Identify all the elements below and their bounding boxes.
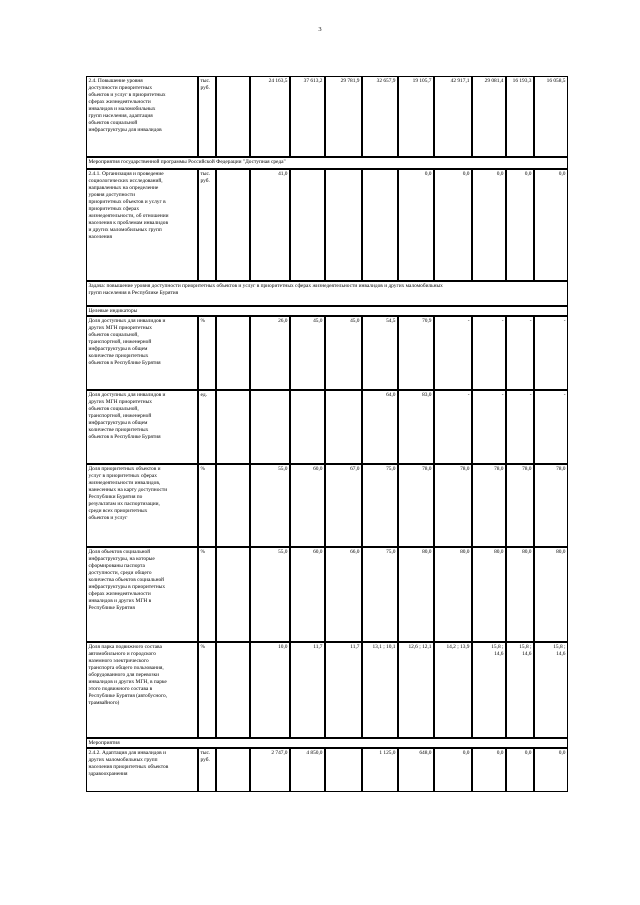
value-cell: 67,0 <box>325 464 362 547</box>
empty-cell <box>216 316 250 390</box>
unit-cell: тыс. руб. <box>198 76 216 157</box>
value-cell: 37 613,2 <box>290 76 325 157</box>
empty-cell <box>216 464 250 547</box>
value-cell: - <box>472 316 506 390</box>
value-cell: 80,0 <box>434 547 472 642</box>
value-cell: 29 081,4 <box>472 76 506 157</box>
value-cell <box>290 169 325 281</box>
value-cell: 80,0 <box>398 547 434 642</box>
value-cell: 75,0 <box>362 464 398 547</box>
section-task: Задача: повышение уровня доступности приоритетных объектов и услуг в приоритетных сферах жизнедеятельности инвалидов и других маломобильных групп населения в Республике Бурятия <box>86 281 568 306</box>
value-cell: 41,0 <box>250 169 290 281</box>
empty-cell <box>216 547 250 642</box>
value-cell: 0,0 <box>434 748 472 792</box>
value-cell <box>325 169 362 281</box>
value-cell: 4 850,0 <box>290 748 325 792</box>
value-cell: 0,0 <box>472 748 506 792</box>
value-cell: 42 917,1 <box>434 76 472 157</box>
row-label-i2: Доля доступных для инвалидов и других МГН приоритетных объектов социальной, транспортной, инженерной инфраструктуры в общем количестве приоритетных объектов в Республике Бурятия <box>86 390 198 464</box>
value-cell: 15,8 ; 14,6 <box>472 642 506 738</box>
value-cell: 83,0 <box>398 390 434 464</box>
section-sec-indicators: Целевые индикаторы <box>86 306 568 316</box>
value-cell: 0,0 <box>434 169 472 281</box>
value-cell: 26,0 <box>250 316 290 390</box>
value-cell: 70,9 <box>398 316 434 390</box>
value-cell: 0,0 <box>398 169 434 281</box>
value-cell: 16 193,3 <box>506 76 534 157</box>
section-sec-measures: Мероприятия <box>86 738 568 748</box>
value-cell <box>325 390 362 464</box>
empty-cell <box>216 169 250 281</box>
unit-cell: тыс. руб. <box>198 748 216 792</box>
row-label-i3: Доля приоритетных объектов и услуг в приоритетных сферах жизнедеятельности инвалидов, нанесенных на карту доступности Республики Бурятия по результатам их паспортизации, среди всех приоритетных объектов и услуг <box>86 464 198 547</box>
unit-cell: % <box>198 547 216 642</box>
value-cell <box>250 390 290 464</box>
value-cell: 78,0 <box>534 464 568 547</box>
empty-cell <box>216 642 250 738</box>
value-cell: 16 058,5 <box>534 76 568 157</box>
value-cell: 80,0 <box>506 547 534 642</box>
row-label-r241: 2.4.1. Организация и проведение социологических исследований, направленных на определение уровня доступности приоритетных объектов и услуг в приоритетных сферах жизнедеятельности, об отношении населения к проблемам инвалидов и других маломобильных групп населения <box>86 169 198 281</box>
row-label-r242: 2.4.2. Адаптация для инвалидов и других маломобильных групп населения приоритетных объектов здравоохранения <box>86 748 198 792</box>
value-cell: 32 657,9 <box>362 76 398 157</box>
value-cell: 24 163,5 <box>250 76 290 157</box>
value-cell: 60,0 <box>290 464 325 547</box>
value-cell: - <box>534 390 568 464</box>
value-cell <box>362 169 398 281</box>
value-cell <box>325 748 362 792</box>
empty-cell <box>216 748 250 792</box>
value-cell: 10,0 <box>250 642 290 738</box>
unit-cell: % <box>198 464 216 547</box>
value-cell: 648,0 <box>398 748 434 792</box>
value-cell: 78,0 <box>398 464 434 547</box>
value-cell: 45,0 <box>290 316 325 390</box>
value-cell: 80,0 <box>534 547 568 642</box>
value-cell: 15,8 ; 14,6 <box>534 642 568 738</box>
value-cell: 45,0 <box>325 316 362 390</box>
row-label-i4: Доля объектов социальной инфраструктуры, на которые сформированы паспорта доступности, среди общего количества объектов социальной инфраструктуры в приоритетных сферах жизнедеятельности инвалидов и других МГН в Республике Бурятия <box>86 547 198 642</box>
unit-cell: тыс. руб. <box>198 169 216 281</box>
value-cell: 0,0 <box>534 169 568 281</box>
value-cell: 13,1 ; 10,1 <box>362 642 398 738</box>
value-cell: 0,0 <box>472 169 506 281</box>
value-cell: 2 747,0 <box>250 748 290 792</box>
value-cell: 54,5 <box>362 316 398 390</box>
unit-cell: % <box>198 642 216 738</box>
row-label-i1: Доля доступных для инвалидов и других МГН приоритетных объектов социальной, транспортной, инженерной инфраструктуры в общем количестве приоритетных объектов в Республике Бурятия <box>86 316 198 390</box>
value-cell: - <box>472 390 506 464</box>
unit-cell: ед. <box>198 390 216 464</box>
value-cell: 55,0 <box>250 464 290 547</box>
section-sec-federal: Мероприятия государственной программы Российской Федерации "Доступная среда" <box>86 157 568 169</box>
value-cell: 55,0 <box>250 547 290 642</box>
value-cell: 64,0 <box>362 390 398 464</box>
page-number: 3 <box>318 26 322 33</box>
value-cell: - <box>506 316 534 390</box>
value-cell <box>290 390 325 464</box>
value-cell: - <box>506 390 534 464</box>
value-cell: 66,0 <box>325 547 362 642</box>
unit-cell: % <box>198 316 216 390</box>
value-cell: 60,0 <box>290 547 325 642</box>
row-label-i5: Доля парка подвижного состава автомобильного и городского наземного электрического транспорта общего пользования, оборудованного для перевозки инвалидов и других МГН, в парке этого подвижного состава в Республике Бурятия (автобусного, трамвайного) <box>86 642 198 738</box>
value-cell: 12,6 ; 12,1 <box>398 642 434 738</box>
value-cell: 78,0 <box>472 464 506 547</box>
value-cell: 80,0 <box>472 547 506 642</box>
value-cell: - <box>434 316 472 390</box>
value-cell: 15,8 ; 14,6 <box>506 642 534 738</box>
value-cell: - <box>534 316 568 390</box>
value-cell: 29 781,9 <box>325 76 362 157</box>
value-cell: 1 125,0 <box>362 748 398 792</box>
value-cell: 0,0 <box>506 748 534 792</box>
empty-cell <box>216 76 250 157</box>
value-cell: 0,0 <box>534 748 568 792</box>
empty-cell <box>216 390 250 464</box>
value-cell: - <box>434 390 472 464</box>
value-cell: 78,0 <box>434 464 472 547</box>
value-cell: 0,0 <box>506 169 534 281</box>
value-cell: 75,0 <box>362 547 398 642</box>
row-label-r24: 2.4. Повышение уровня доступности приоритетных объектов и услуг в приоритетных сферах жизнедеятельности инвалидов и маломобильных групп населения, адаптация объектов социальной инфраструктуры для инвалидов <box>86 76 198 157</box>
value-cell: 11,7 <box>325 642 362 738</box>
value-cell: 14,2 ; 13,9 <box>434 642 472 738</box>
value-cell: 19 105,7 <box>398 76 434 157</box>
value-cell: 11,7 <box>290 642 325 738</box>
value-cell: 78,0 <box>506 464 534 547</box>
